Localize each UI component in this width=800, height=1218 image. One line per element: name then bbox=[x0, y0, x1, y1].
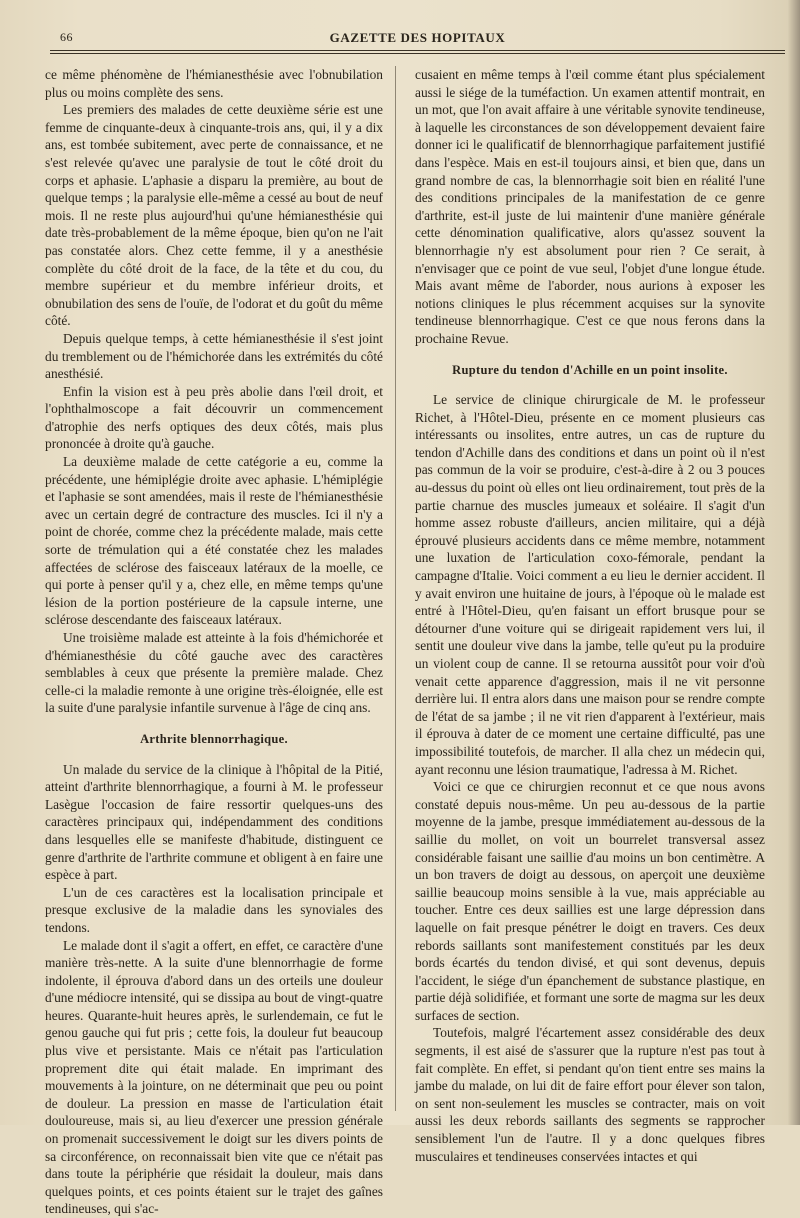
left-column bbox=[45, 66, 383, 1116]
paragraph: Un malade du service de la clinique à l'hôpital de la Pitié, atteint d'arthrite blennorrhagique, a fourni à M. le professeur Lasègue l'occasion de faire ressortir quelques-uns des caractères principaux qui, indépendamment des conditions dans lesquelles elle se manifeste d'habitude, distinguent ce genre d'arthrite de l'arthrite commune et obligent à en faire une espèce à part. bbox=[45, 761, 383, 884]
paragraph: Voici ce que ce chirurgien reconnut et ce que nous avons constaté depuis nous-même. Un peu au-dessous de la partie moyenne de la jambe, presque immédiatement au-dessous de la saillie du mollet, on voit un bourrelet transversal assez considérable faisant une saillie d'au moins un bon centimètre. A un bon travers de doigt au dessous, on aperçoit une deuxième saillie beaucoup moins sensible à la vue, mais appréciable au toucher. Entre ces deux saillies est une large dépression dans laquelle on fait presque pénétrer le doigt en travers. Ces deux rebords saillants sont manifestement constitués par les deux bords écartés du tendon divisé, et qui sont devenus, depuis l'accident, le siége d'un épanchement de substance plastique, en partie déjà solidifiée, et formant une sorte de magma sur les deux surfaces de section. bbox=[415, 778, 765, 1024]
paragraph: Une troisième malade est atteinte à la fois d'hémichorée et d'hémianesthésie du côté gauche avec des caractères semblables à ceux que présente la première malade. Chez celle-ci la maladie remonte à une origine très-éloignée, elle est la suite d'une paralysie infantile survenue à l'âge de cinq ans. bbox=[45, 629, 383, 717]
paragraph: Depuis quelque temps, à cette hémianesthésie il s'est joint du tremblement ou de l'hémichorée dans les extrémités du côté anesthésié. bbox=[45, 330, 383, 383]
header-rule bbox=[50, 50, 785, 51]
paragraph: Le malade dont il s'agit a offert, en effet, ce caractère d'une manière très-nette. A la suite d'une blennorrhagie de forme indolente, il éprouva d'abord dans un des orteils une douleur d'une médiocre intensité, qui se dissipa au bout de vingt-quatre heures. Quarante-huit heures après, le surlendemain, ce fut le genou gauche qui fut pris ; cette fois, la douleur fut beaucoup plus vive et persistante. Mais ce n'était pas l'articulation proprement dite qui était malade. En imprimant des mouvements à la jointure, on ne déterminait que peu ou point de douleur. La pression en masse de l'articulation était douloureuse, mais si, au lieu d'exercer une pression générale on promenait successivement le doigt sur les divers points de sa circonférence, on reconnaissait bien vite que ce n'était pas dans toute la périphérie que résidait la douleur, mais dans quelques points, et ces points étaient sur le trajet des gaînes tendineuses, qui s'ac- bbox=[45, 937, 383, 1218]
paragraph: Le service de clinique chirurgicale de M. le professeur Richet, à l'Hôtel-Dieu, présente en ce moment plusieurs cas intéressants ou insolites, entre autres, un cas de rupture du tendon d'Achille dans des conditions et dans un point où il n'est pas commun de la voir se produire, c'est-à-dire à 2 ou 3 pouces au-dessus du point où elles ont lieu ordinairement, tout près de la partie charnue des muscles jumeaux et soléaire. Il s'agit d'un homme assez robuste d'ailleurs, ancien militaire, qui a déjà éprouvé plusieurs accidents dans ce même membre, notamment une luxation de l'articulation coxo-fémorale, pendant la campagne d'Italie. Voici comment a eu lieu le dernier accident. Il y avait environ une huitaine de jours, à l'époque où le malade est entré à l'Hôtel-Dieu, qu'en faisant un effort brusque pour se détourner d'une voiture qui se dirigeait rapidement vers lui, il sentit une douleur vive dans la jambe, telle qu'eut pu la produire un violent coup de canne. Il se retourna aussitôt pour voir d'où venait cette apparence d'aggression, mais il ne vit personne derrière lui. Il entra alors dans une maison pour se rendre compte de l'état de sa jambe ; il ne vit rien d'apparent à l'extérieur, mais il éprouva à dater de ce moment une certaine difficulté, pas une impossibilité toutefois, de marcher. Il alla chez un médecin qui, ayant reconnu une lésion traumatique, l'adressa à M. Richet. bbox=[415, 391, 765, 778]
paragraph: L'un de ces caractères est la localisation principale et presque exclusive de la maladie dans les synoviales des tendons. bbox=[45, 884, 383, 937]
paragraph: La deuxième malade de cette catégorie a eu, comme la précédente, une hémiplégie droite avec aphasie. L'hémiplégie et l'aphasie se sont amendées, mais il reste de l'hémianesthésie avec un certain degré de contracture des muscles. Ici il n'y a point de chorée, comme chez la précédente malade, mais cette sorte de trémulation qui a été constatée chez les malades affectées de sclérose des faisceaux latéraux de la moelle, ce qui porte à penser qu'il y a, chez elle, en même temps qu'une lésion de la portion postérieure de la capsule interne, une sclérose descendante des faisceaux latéraux. bbox=[45, 453, 383, 629]
paragraph: ce même phénomène de l'hémianesthésie avec l'obnubilation plus ou moins complète des sens. bbox=[45, 66, 383, 101]
section-heading: Rupture du tendon d'Achille en un point insolite. bbox=[415, 362, 765, 380]
page-header bbox=[50, 26, 785, 56]
paragraph: Toutefois, malgré l'écartement assez considérable des deux segments, il est aisé de s'assurer que la rupture n'est pas tout à fait complète. En effet, si pendant qu'on tient entre ses mains la jambe du malade, on lui dit de faire effort pour élever son talon, on sent non-seulement les muscles se contracter, mais on voit aussi les deux rebords saillants des segments se rapprocher sensiblement l'un de l'autre. Il y a donc quelques fibres musculaires et tendineuses conservées intactes et qui bbox=[415, 1024, 765, 1165]
column-divider bbox=[395, 66, 396, 1111]
page-number: 66 bbox=[60, 30, 73, 45]
section-heading: Arthrite blennorrhagique. bbox=[45, 731, 383, 749]
running-title: GAZETTE DES HOPITAUX bbox=[50, 30, 785, 46]
page-spine-shadow bbox=[788, 0, 800, 1125]
paragraph: Les premiers des malades de cette deuxième série est une femme de cinquante-deux à cinquante-trois ans, qui, il y a dix ans, est tombée subitement, avec perte de connaissance, et ne s'est relevée qu'avec une paralysie de tout le côté droit du corps et aphasie. L'aphasie a disparu la première, au bout de quelque temps ; la paralysie elle-même a cessé au bout de neuf mois. Il ne reste plus aujourd'hui qu'une hémianesthésie qui date très-probablement de la même époque, bien qu'on ne l'ait pas constatée alors. Chez cette femme, il y a anesthésie complète du côté droit de la face, de la tête et du cou, du membre supérieur et du membre inférieur droits, et obnubilation des sens de l'ouïe, de l'odorat et du goût du même côté. bbox=[45, 101, 383, 330]
paragraph: cusaient en même temps à l'œil comme étant plus spécialement aussi le siége de la tuméfaction. Un examen attentif montrait, en un mot, que l'on avait affaire à une véritable synovite tendineuse, à laquelle les circonstances de son développement devaient faire donner ici le qualificatif de blennorrhagique parfaitement justifié dans l'espèce. Mais en est-il toujours ainsi, et bien que, dans un grand nombre de cas, la blennorrhagie soit bien en réalité l'une des conditions principales de la manifestation de ce genre d'arthrite, est-il juste de lui maintenir d'une manière générale cette dénomination qualificative, alors qu'assez souvent la blennorrhagie n'y est absolument pour rien ? Ce serait, à n'envisager que ce point de vue seul, l'objet d'une longue étude. Mais avant même de l'aborder, nous aurions à exposer les notions cliniques le plus récemment acquises sur la synovite tendineuse blennorrhagique. C'est ce que nous ferons dans la prochaine Revue. bbox=[415, 66, 765, 348]
header-rule-thin bbox=[50, 53, 785, 54]
right-column bbox=[415, 66, 765, 1116]
paragraph: Enfin la vision est à peu près abolie dans l'œil droit, et l'ophthalmoscope a fait découvrir un commencement d'atrophie des nerfs optiques des deux côtés, mais plus prononcée à droite qu'à gauche. bbox=[45, 383, 383, 453]
